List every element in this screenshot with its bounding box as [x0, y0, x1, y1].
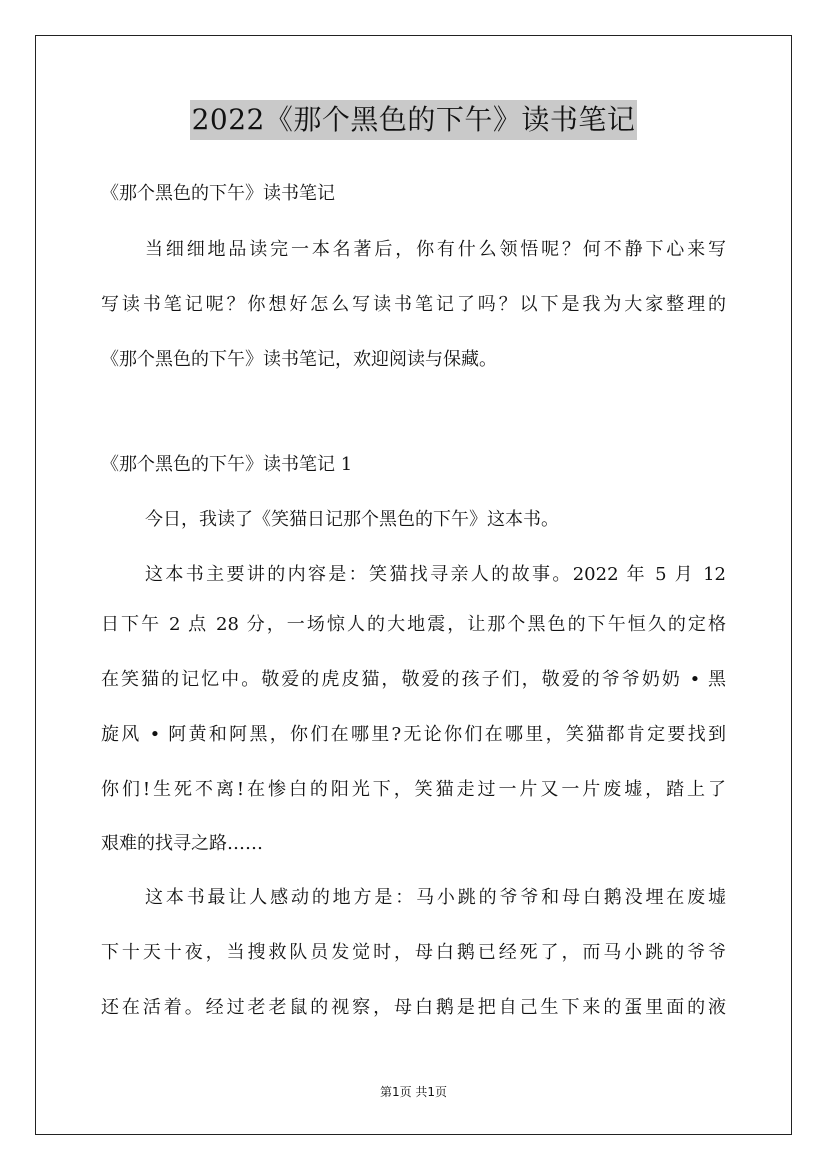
- page-number-footer: 第1页 共1页: [379, 1085, 448, 1099]
- intro-line: 写读书笔记呢？你想好怎么写读书笔记了吗？以下是我为大家整理的: [101, 294, 726, 315]
- paragraph-line: 这本书主要讲的内容是：笑猫找寻亲人的故事。2022 年 5 月 12: [145, 564, 726, 585]
- intro-line: 当细细地品读完一本名著后，你有什么领悟呢？何不静下心来写: [145, 239, 726, 260]
- paragraph-line: 还在活着。经过老老鼠的视察，母白鹅是把自己生下来的蛋里面的液: [101, 997, 726, 1018]
- paragraph-line: 今日，我读了《笑猫日记那个黑色的下午》这本书。: [145, 509, 559, 530]
- paragraph-line: 旋风 • 阿黄和阿黑，你们在哪里?无论你们在哪里，笑猫都肯定要找到: [101, 724, 726, 745]
- paragraph-line: 日下午 2 点 28 分，一场惊人的大地震，让那个黑色的下午恒久的定格: [101, 614, 726, 635]
- paragraph-line: 艰难的找寻之路……: [101, 833, 263, 854]
- document-subtitle: 《那个黑色的下午》读书笔记: [101, 183, 335, 204]
- document-title: 2022《那个黑色的下午》读书笔记: [190, 100, 638, 140]
- paragraph-line: 在笑猫的记忆中。敬爱的虎皮猫，敬爱的孩子们，敬爱的爷爷奶奶 • 黑: [101, 669, 726, 690]
- paragraph-line: 你们!生死不离!在惨白的阳光下，笑猫走过一片又一片废墟，踏上了: [101, 779, 726, 800]
- intro-line: 《那个黑色的下午》读书笔记，欢迎阅读与保藏。: [101, 349, 497, 370]
- paragraph-line: 下十天十夜，当搜救队员发觉时，母白鹅已经死了，而马小跳的爷爷: [101, 942, 726, 963]
- title-container: [0, 100, 827, 140]
- paragraph-line: 这本书最让人感动的地方是：马小跳的爷爷和母白鹅没埋在废墟: [145, 887, 726, 908]
- section-heading: 《那个黑色的下午》读书笔记 1: [101, 454, 353, 475]
